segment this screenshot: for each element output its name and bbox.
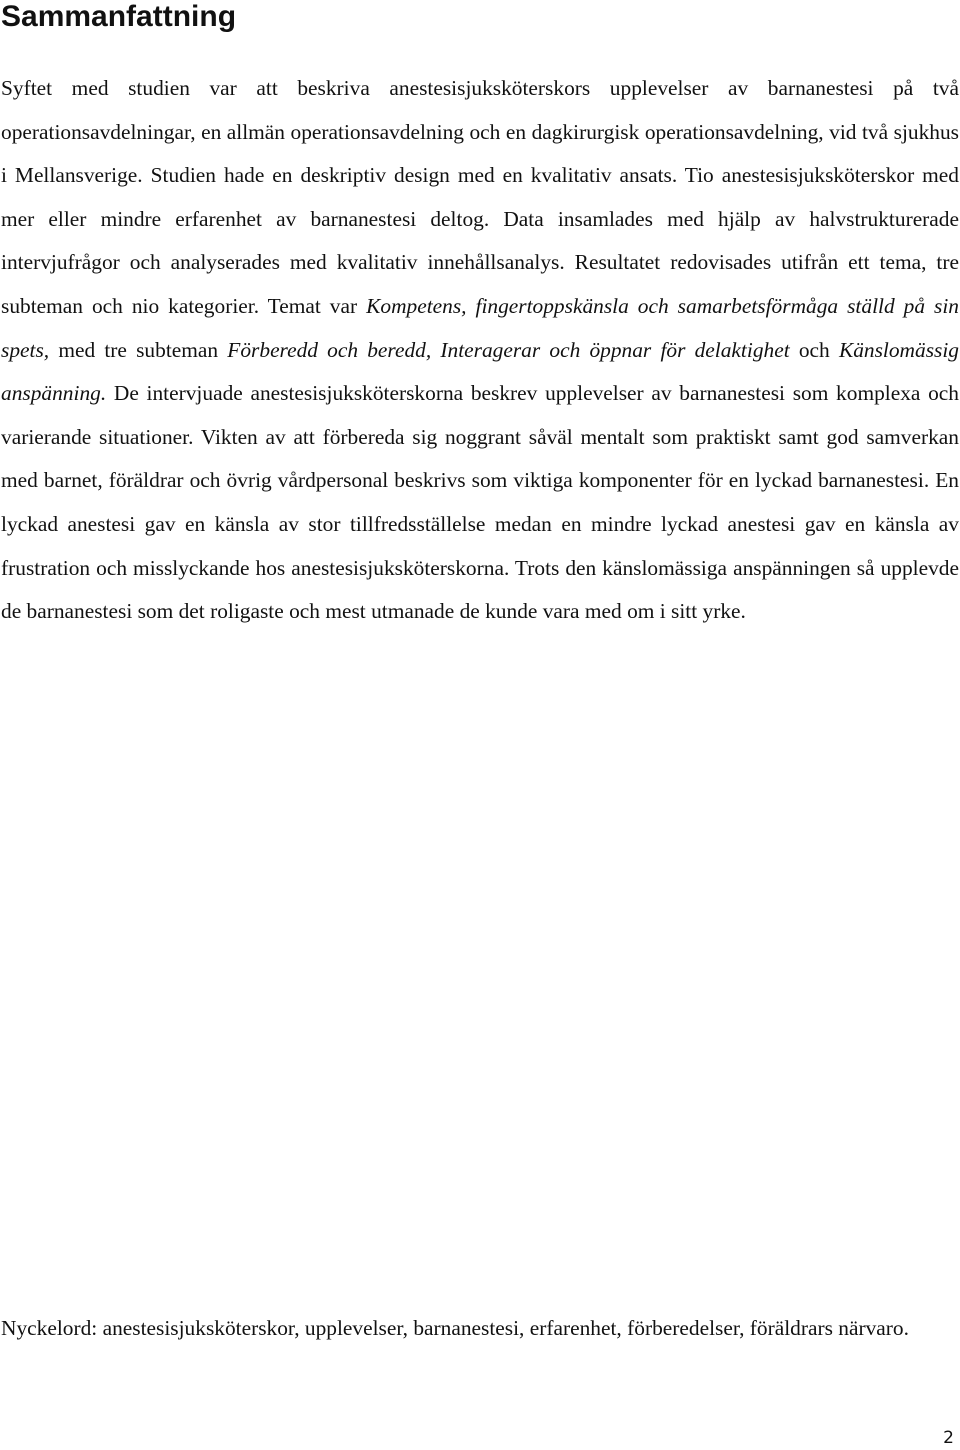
- abstract-text-part-3: och: [789, 337, 839, 362]
- theme-title: Kompetens, fingertoppskänsla och samarbetsförmåga ställd på sin spets,: [1, 293, 959, 362]
- subtheme-titles: Förberedd och beredd, Interagerar och öppnar för delaktighet: [227, 337, 790, 362]
- page-title: Sammanfattning: [1, 0, 237, 33]
- abstract-text-part-1: Syftet med studien var att beskriva anestesisjuksköterskors upplevelser av barnanestesi på två operationsavdelningar, en allmän operationsavdelning och en dagkirurgisk operationsavdelning, vid två sjukhus i Mellansverige. Studien hade en deskriptiv design med en kvalitativ ansats. Tio anestesisjuksköterskor med mer eller mindre erfarenhet av barnanestesi deltog. Data insamlades med hjälp av halvstrukturerade intervjufrågor och analyserades med kvalitativ innehållsanalys. Resultatet redovisades utifrån ett tema, tre subteman och nio kategorier. Temat var: [1, 76, 959, 318]
- keywords-line: Nyckelord: anestesisjuksköterskor, upplevelser, barnanestesi, erfarenhet, förberedelser, föräldrars närvaro.: [1, 1316, 909, 1340]
- abstract-text-part-4: De intervjuade anestesisjuksköterskorna beskrev upplevelser av barnanestesi som komplexa och varierande situationer. Vikten av att förbereda sig noggrant såväl mentalt som praktiskt samt god samverkan med barnet, föräldrar och övrig vårdpersonal beskrivs som viktiga komponenter för en lyckad barnanestesi. En lyckad anestesi gav en känsla av stor tillfredsställelse medan en mindre lyckad anestesi gav en känsla av frustration och misslyckande hos anestesisjuksköterskorna. Trots den känslomässiga anspänningen så upplevde de barnanestesi som det roligaste och mest utmanade de kunde vara med om i sitt yrke.: [1, 381, 959, 624]
- abstract-paragraph: [1, 67, 959, 634]
- subtheme-title-emotional: Känslomässig anspänning.: [1, 337, 959, 406]
- page-number: 2: [943, 1428, 954, 1448]
- abstract-text-part-2: med tre subteman: [49, 337, 228, 362]
